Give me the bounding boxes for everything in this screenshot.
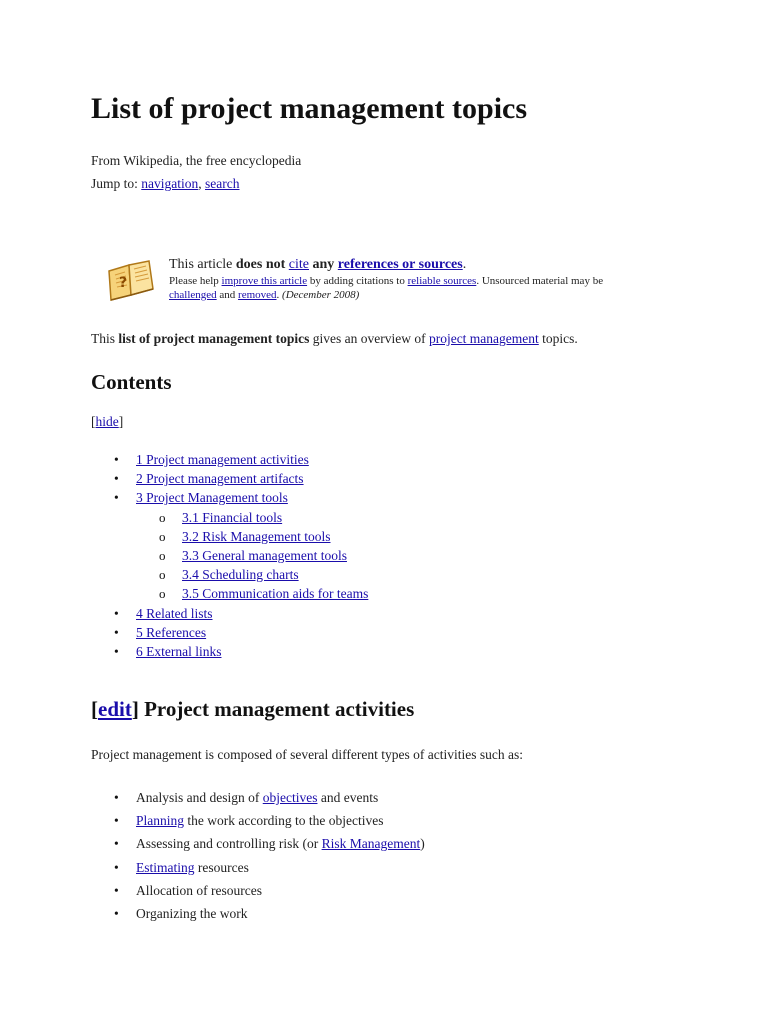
toc-link-scheduling-charts[interactable]: 3.4 Scheduling charts: [182, 567, 299, 583]
intro-text: gives an overview of: [309, 331, 429, 346]
notice-text: . Unsourced material may be: [476, 275, 604, 287]
book-question-icon: [105, 257, 157, 301]
item-text: resources: [194, 859, 249, 875]
notice-line-3: [169, 289, 359, 301]
list-item: [91, 858, 425, 881]
intro-text: topics.: [538, 331, 578, 346]
item-text: Analysis and design of: [136, 790, 263, 805]
page-title: List of project management topics: [91, 92, 528, 125]
list-item: [91, 811, 425, 834]
objectives-link[interactable]: objectives: [262, 790, 318, 805]
section-title: Project management activities: [144, 697, 415, 721]
toc-item: [91, 488, 368, 507]
risk-management-link[interactable]: Risk Management: [321, 836, 421, 852]
toc-item: [91, 469, 368, 488]
toc-item: [91, 450, 368, 469]
notice-text: .: [276, 289, 283, 301]
reliable-sources-link[interactable]: reliable sources: [407, 275, 477, 287]
edit-section-link[interactable]: edit: [98, 697, 132, 721]
estimating-link[interactable]: Estimating: [136, 859, 195, 875]
navigation-link[interactable]: navigation: [141, 176, 199, 191]
jump-links: [91, 176, 240, 192]
toc-subitem: [91, 527, 368, 546]
toc-subitem: [91, 546, 368, 565]
toc-link-risk-tools[interactable]: 3.2 Risk Management tools: [182, 528, 331, 544]
table-of-contents: [91, 450, 368, 661]
bracket: ]: [131, 697, 145, 721]
toc-link-artifacts[interactable]: 2 Project management artifacts: [136, 471, 304, 487]
list-item: [91, 834, 425, 857]
toc-link-external-links[interactable]: 6 External links: [136, 643, 222, 659]
toc-subitem: [91, 584, 368, 603]
unreferenced-notice: [105, 255, 705, 305]
item-text: ): [420, 836, 425, 852]
notice-text: by adding citations to: [307, 275, 408, 287]
toc-item: [91, 642, 368, 661]
item-text: and events: [317, 790, 379, 805]
hide-toc-link[interactable]: hide: [95, 414, 119, 429]
improve-article-link[interactable]: improve this article: [221, 275, 308, 287]
activities-list: [91, 788, 425, 927]
item-text: Organizing the work: [136, 905, 248, 921]
item-text: the work according to the objectives: [184, 813, 384, 829]
toc-link-tools[interactable]: 3 Project Management tools: [136, 490, 288, 506]
notice-line-2: [169, 275, 603, 287]
notice-text: and: [216, 289, 239, 301]
list-item: [91, 904, 425, 927]
toc-link-financial-tools[interactable]: 3.1 Financial tools: [182, 509, 283, 525]
section-heading: [91, 697, 414, 722]
toc-link-communication-aids[interactable]: 3.5 Communication aids for teams: [182, 586, 369, 602]
item-text: Assessing and controlling risk (or: [136, 836, 322, 852]
removed-link[interactable]: removed: [238, 289, 277, 301]
toc-link-related-lists[interactable]: 4 Related lists: [136, 605, 213, 621]
notice-text: .: [462, 257, 467, 272]
cite-link[interactable]: cite: [288, 257, 309, 272]
notice-text: Please help: [169, 275, 222, 287]
list-item: [91, 788, 425, 811]
section-description: Project management is composed of several different types of activities such as:: [91, 747, 523, 762]
bracket: [: [91, 414, 96, 429]
notice-text: This article: [169, 257, 236, 272]
toc-link-references[interactable]: 5 References: [136, 624, 207, 640]
svg-text:?: ?: [119, 275, 128, 291]
toc-subitem: [91, 565, 368, 584]
site-subtitle: From Wikipedia, the free encyclopedia: [91, 153, 302, 168]
jump-separator: ,: [198, 176, 206, 191]
toc-link-activities[interactable]: 1 Project management activities: [136, 452, 309, 467]
item-text: Allocation of resources: [136, 882, 262, 898]
contents-heading: Contents: [91, 370, 172, 394]
bracket: [: [91, 697, 98, 721]
challenged-link[interactable]: challenged: [169, 289, 217, 301]
planning-link[interactable]: Planning: [136, 813, 185, 829]
bracket: ]: [118, 414, 124, 429]
intro-text: This: [91, 331, 119, 346]
jump-label: Jump to:: [91, 176, 142, 191]
notice-emphasis: any: [309, 257, 338, 272]
project-management-link[interactable]: project management: [428, 331, 539, 346]
notice-line-1: [169, 257, 466, 273]
notice-emphasis: does not: [235, 257, 289, 272]
list-item: [91, 881, 425, 904]
toc-toggle: [91, 414, 123, 430]
intro-emphasis: list of project management topics: [118, 331, 310, 346]
search-link[interactable]: search: [205, 176, 240, 191]
toc-item: [91, 623, 368, 642]
toc-subitem: [91, 508, 368, 527]
toc-link-general-tools[interactable]: 3.3 General management tools: [182, 547, 347, 563]
notice-date: (December 2008): [282, 289, 360, 301]
references-link[interactable]: references or sources: [337, 257, 463, 272]
intro-paragraph: [91, 331, 578, 347]
toc-item: [91, 604, 368, 623]
